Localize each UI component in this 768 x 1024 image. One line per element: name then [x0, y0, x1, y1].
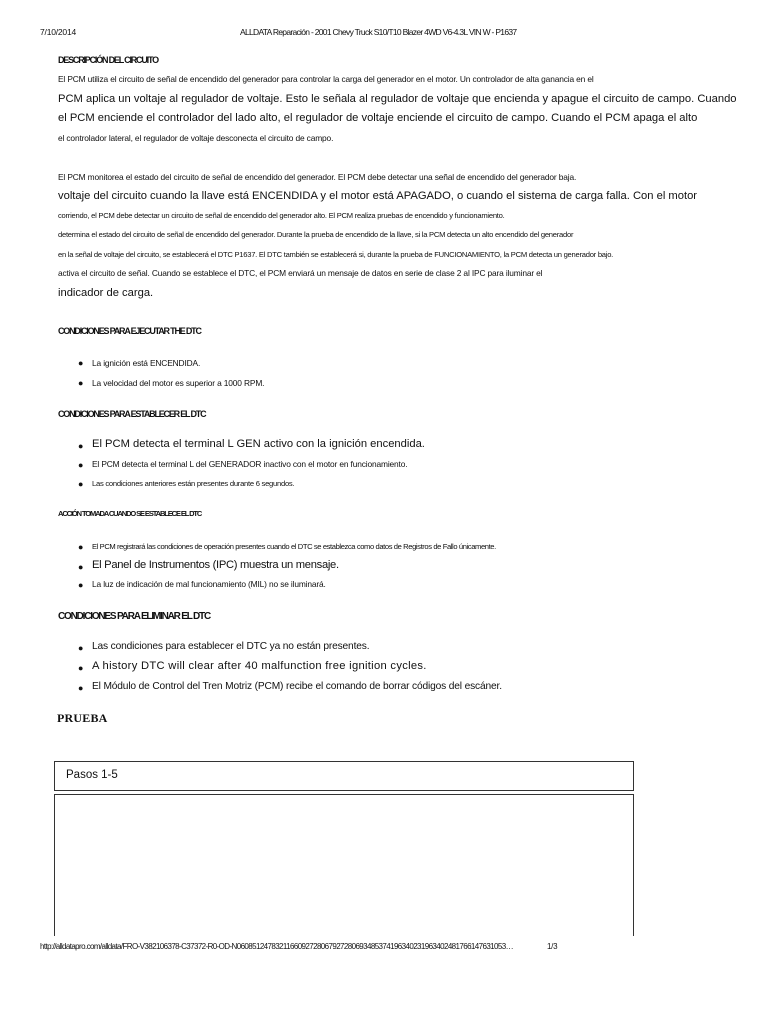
footer-url[interactable]: http://alldatapro.com/alldata/FRO-V382106378-C37372-R0-OD-N0608512478321166092728067927280693485374196340231963402481766147631053…	[40, 942, 513, 951]
description-line: voltaje del circuito cuando la llave está ENCENDIDA y el motor está APAGADO, o cuando el sistema de carga falla. Con el motor	[58, 190, 698, 202]
description-line: en la señal de voltaje del circuito, se establecerá el DTC P1637. El DTC también se establecerá si, durante la prueba de FUNCIONAMIENTO, la PCM detecta un generador bajo.	[58, 250, 614, 259]
header-title: ALLDATA Reparación - 2001 Chevy Truck S10/T10 Blazer 4WD V6-4.3L VIN W - P1637	[240, 27, 517, 37]
section-title-set-conditions: CONDICIONES PARA ESTABLECER EL DTC	[58, 409, 206, 419]
description-line: indicador de carga.	[58, 287, 154, 299]
bullet-icon: ●	[78, 562, 84, 572]
section-title-action-taken: ACCIÓN TOMADA CUANDO SE ESTABLECE EL DTC	[58, 509, 202, 518]
bullet-icon: ●	[78, 479, 84, 489]
footer-page-number: 1/3	[547, 942, 558, 951]
list-item: El PCM registrará las condiciones de operación presentes cuando el DTC se establezca como datos de Registros de Fallo únicamente.	[92, 542, 496, 551]
description-line: determina el estado del circuito de señal de encendido del generador. Durante la prueba de encendido de la llave, si la PCM detecta un alto encendido del generador	[58, 230, 574, 239]
bullet-icon: ●	[78, 663, 84, 673]
list-item: Las condiciones para establecer el DTC ya no están presentes.	[92, 641, 370, 652]
section-title-description: DESCRIPCIÓN DEL CIRCUITO	[58, 55, 158, 65]
list-item: El Módulo de Control del Tren Motriz (PCM) recibe el comando de borrar códigos del escáner.	[92, 681, 502, 692]
description-line: corriendo, el PCM debe detectar un circuito de señal de encendido del generador alto. El PCM realiza pruebas de encendido y funcionamiento.	[58, 211, 505, 220]
section-title-test: PRUEBA	[57, 711, 108, 725]
steps-content-box	[54, 794, 634, 936]
description-line: El PCM utiliza el circuito de señal de encendido del generador para controlar la carga del generador en el motor. Un controlador de alta ganancia en el	[58, 74, 594, 84]
list-item: A history DTC will clear after 40 malfunction free ignition cycles.	[92, 660, 427, 672]
description-line: el controlador lateral, el regulador de voltaje desconecta el circuito de campo.	[58, 133, 334, 143]
header-date: 7/10/2014	[40, 27, 77, 37]
list-item: Las condiciones anteriores están presentes durante 6 segundos.	[92, 479, 295, 488]
list-item: El PCM detecta el terminal L GEN activo con la ignición encendida.	[92, 438, 425, 450]
bullet-icon: ●	[78, 683, 84, 693]
description-line: PCM aplica un voltaje al regulador de voltaje. Esto le señala al regulador de voltaje que encienda y apague el circuito de campo. Cuando	[58, 93, 737, 105]
bullet-icon: ●	[78, 542, 84, 552]
section-title-clear-conditions: CONDICIONES PARA ELIMINAR EL DTC	[58, 611, 210, 622]
steps-header-box	[54, 761, 634, 791]
steps-label: Pasos 1-5	[66, 769, 118, 781]
list-item: La ignición está ENCENDIDA.	[92, 358, 201, 368]
bullet-icon: ●	[78, 580, 84, 590]
list-item: El PCM detecta el terminal L del GENERADOR inactivo con el motor en funcionamiento.	[92, 459, 408, 469]
list-item: La velocidad del motor es superior a 1000 RPM.	[92, 378, 265, 388]
description-line: activa el circuito de señal. Cuando se establece el DTC, el PCM enviará un mensaje de datos en serie de clase 2 al IPC para iluminar el	[58, 268, 543, 278]
description-line: El PCM monitorea el estado del circuito de señal de encendido del generador. El PCM debe detectar una señal de encendido del generador baja.	[58, 172, 577, 182]
list-item: La luz de indicación de mal funcionamiento (MIL) no se iluminará.	[92, 579, 326, 589]
list-item: El Panel de Instrumentos (IPC) muestra un mensaje.	[92, 559, 339, 571]
bullet-icon: ●	[78, 643, 84, 653]
description-line: el PCM enciende el controlador del lado alto, el regulador de voltaje enciende el circuito de campo. Cuando el PCM apaga el alto	[58, 112, 698, 124]
bullet-icon: ●	[78, 358, 84, 368]
section-title-run-conditions: CONDICIONES PARA EJECUTAR THE DTC	[58, 326, 201, 336]
bullet-icon: ●	[78, 460, 84, 470]
bullet-icon: ●	[78, 441, 84, 451]
bullet-icon: ●	[78, 378, 84, 388]
